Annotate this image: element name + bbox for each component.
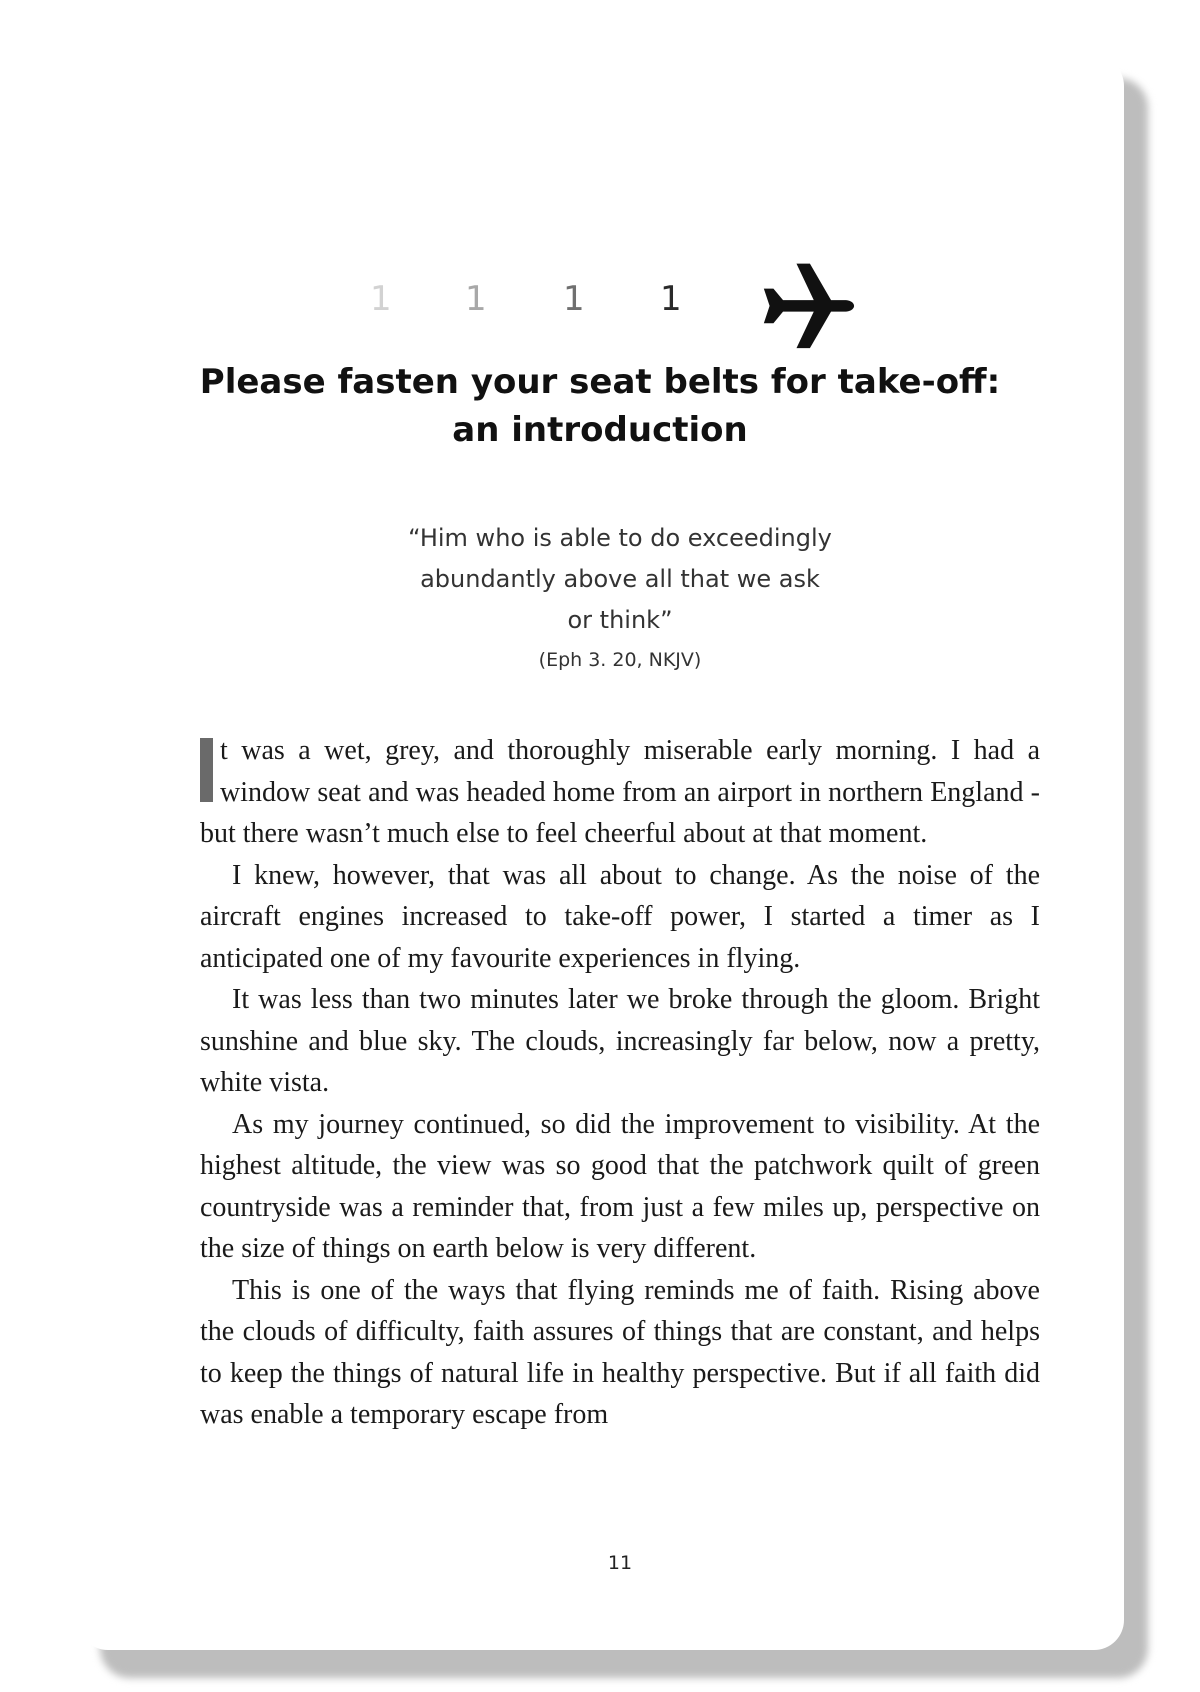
body-text xyxy=(200,730,1040,1436)
airplane-icon xyxy=(760,256,856,352)
paragraph: I knew, however, that was all about to change. As the noise of the aircraft engines increased to take-off power, I started a timer as I anticipated one of my favourite experiences in flying. xyxy=(200,859,1040,974)
epigraph-line: abundantly above all that we ask xyxy=(420,565,820,593)
chapter-title-line: an introduction xyxy=(452,410,748,450)
chapter-marker-number: 1 xyxy=(465,279,487,319)
chapter-marker-number: 1 xyxy=(660,279,682,319)
epigraph-source: (Eph 3. 20, NKJV) xyxy=(538,649,702,671)
drop-cap xyxy=(200,738,213,802)
epigraph xyxy=(360,518,880,673)
epigraph-line: “Him who is able to do exceedingly xyxy=(408,524,832,552)
chapter-title xyxy=(150,358,1050,454)
epigraph-line: or think” xyxy=(567,606,673,634)
chapter-marker-number: 1 xyxy=(563,279,585,319)
paragraph: This is one of the ways that flying reminds me of faith. Rising above the clouds of difficulty, faith assures of things that are constant, and helps to keep the things of natural life in healthy perspective. But if all faith did was enable a temporary escape from xyxy=(200,1274,1040,1430)
paragraph-text: t was a wet, grey, and thoroughly miserable early morning. I had a window seat and was headed home from an airport in northern England - but there wasn’t much else to feel cheerful about at that moment. xyxy=(200,735,1040,849)
paragraph xyxy=(200,730,1040,855)
epigraph-quote xyxy=(360,518,880,641)
page-number: 11 xyxy=(607,1552,633,1574)
chapter-title-line: Please fasten your seat belts for take-off: xyxy=(199,362,1001,402)
paragraph: It was less than two minutes later we broke through the gloom. Bright sunshine and blue sky. The clouds, increasingly far below, now a pretty, white vista. xyxy=(200,984,1040,1098)
paragraph: As my journey continued, so did the improvement to visibility. At the highest altitude, the view was so good that the patchwork quilt of green countryside was a reminder that, from just a few miles up, perspective on the size of things on earth below is very different. xyxy=(200,1108,1040,1264)
chapter-marker xyxy=(370,250,850,350)
chapter-marker-number: 1 xyxy=(370,279,392,319)
